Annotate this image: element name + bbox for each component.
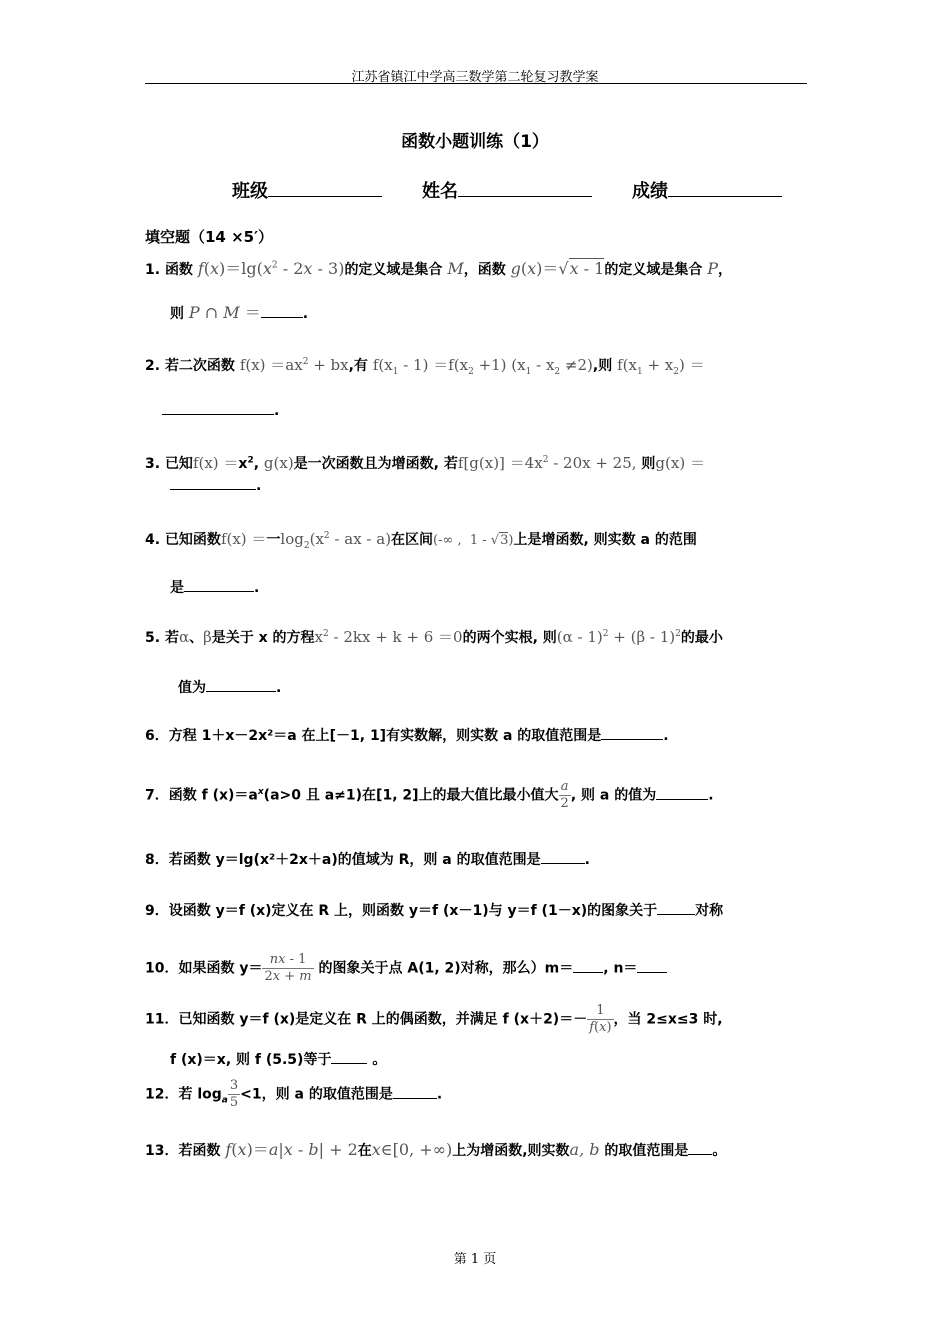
q13-answer-blank[interactable] [688, 1142, 712, 1155]
section-heading: 填空题（14 ×5′） [145, 228, 274, 246]
page-title: 函数小题训练（1） [401, 132, 549, 152]
question-3-line-1: 3. 已知$f(x) =x^2$, g(x)是一次函数且为增函数, 若$f[g(x)] =4x^2 - 20x + 25$, 则g(x) ＝ [145, 454, 705, 472]
q7-fraction: $\frac{a}{2}$ [560, 779, 569, 811]
q2-formula-1: $f(x) =ax^2$ + bx [239, 356, 349, 374]
question-7: 7．函数 f $(x)=a^x(a>0$ 且 a≠1)在[1, 2]上的最大值比最小值大 $\frac{a}{2}$ , 则 a 的值为 . [145, 779, 714, 811]
q1-set-m: M [447, 259, 464, 278]
question-13: 13．若函数 f(x)＝a|x - b| + 2在x∈[0, +∞)上为增函数,则实数a, b 的取值范围是 。 [145, 1140, 727, 1159]
question-6: 6．方程 1＋x－2x²＝a 在上[－1, 1]有实数解，则实数 a 的取值范围是 . [145, 728, 669, 744]
q12-fraction: $\frac{3}{5}$ [229, 1078, 239, 1110]
class-field [232, 177, 382, 203]
question-11-line-1: 11．已知函数 y＝f (x)是定义在 R 上的偶函数，并满足 f (x＋2)＝－ $\frac{1}{f(x)}$ ，当 2≤x≤3 时, [145, 1003, 723, 1035]
question-2-line-2: . [162, 402, 279, 419]
q7-answer-blank[interactable] [656, 787, 708, 800]
page-header: 江苏省镇江中学高三数学第二轮复习教学案 [351, 70, 599, 85]
q10-m-blank[interactable] [573, 960, 603, 973]
q12-answer-blank[interactable] [393, 1086, 437, 1099]
header-rule [145, 83, 807, 84]
q1-formula-g: g(x)＝√x - 1 [510, 259, 605, 278]
q3-formula-f: f(x) ＝ [192, 454, 239, 472]
q1-formula-f: $f(x)=\lg(x^2 - 2x - 3)$ [197, 259, 345, 278]
class-blank[interactable] [268, 178, 382, 197]
q11-answer-blank[interactable] [331, 1051, 367, 1064]
question-5-line-1: 5. 若α、β是关于 x 的方程$x^2 - 2kx + k + 6 =0$的两个实根, 则(α - 1)$^2$ + (β - 1)$^2$的最小 [145, 628, 723, 646]
q2-formula-3: $f(x_1 + x_2)$ ＝ [617, 356, 705, 377]
q13-vars: a, b [569, 1140, 600, 1159]
q1-intersection: P ∩ M ＝ [188, 303, 261, 322]
q4-formula-log: $\log_2(x^2$ - ax - a) [280, 530, 392, 551]
score-label: 成绩 [632, 181, 668, 202]
q4-answer-blank[interactable] [184, 579, 254, 592]
name-blank[interactable] [458, 178, 592, 197]
question-4-line-2: 是 . [170, 580, 260, 596]
q2-formula-2: $f(x_1 - 1) =f(x_2 +1)$ $(x_1 - x_2 \ne 2)$ [372, 356, 593, 377]
question-1-line-1: 1. 函数 $f(x)=\lg(x^2 - 2x - 3)$的定义域是集合 M，函数 g(x)＝√x - 1的定义域是集合 P， [145, 259, 732, 278]
question-10: 10．如果函数 y＝ $\frac{nx - 1}{2x + m}$ 的图象关于点 A(1, 2)对称，那么）m＝ , n＝ [145, 952, 667, 985]
score-blank[interactable] [668, 178, 782, 197]
q9-answer-blank[interactable] [657, 902, 695, 915]
q5-equation: $x^2 - 2kx + k + 6 =0$ [314, 628, 463, 646]
q13-formula-f: f(x)＝a|x - b| + 2 [225, 1140, 358, 1159]
q8-answer-blank[interactable] [541, 851, 585, 864]
question-5-line-2: 值为 . [178, 680, 282, 696]
q3-formula-answer: g(x) ＝ [655, 454, 705, 472]
q1-set-p: P [707, 259, 718, 278]
question-4-line-1: 4. 已知函数f(x) ＝一$\log_2(x^2$ - ax - a)在区间(-∞ , 1 - √3)上是增函数, 则实数 a 的范围 [145, 530, 697, 551]
q3-answer-blank[interactable] [170, 477, 256, 490]
question-9: 9．设函数 y＝f (x)定义在 R 上，则函数 y＝f (x－1)与 y＝f (1－x)的图象关于 对称 [145, 903, 724, 919]
q4-interval: (-∞ , 1 - √3) [433, 533, 514, 548]
question-1-line-2: 则 P ∩ M ＝ . [170, 303, 309, 322]
q6-answer-blank[interactable] [601, 727, 663, 740]
q10-n-blank[interactable] [637, 960, 667, 973]
q3-formula-fg: $f[g(x)] =4x^2 - 20x + 25$, [457, 454, 637, 472]
score-field [632, 177, 782, 203]
q5-alpha: α [178, 628, 190, 646]
class-label: 班级 [232, 181, 268, 202]
q2-answer-blank[interactable] [162, 402, 274, 415]
q10-fraction: $\frac{nx - 1}{2x + m}$ [264, 952, 312, 984]
q5-expression: (α - 1)$^2$ + (β - 1)$^2$ [556, 628, 681, 646]
q13-interval: x∈[0, +∞) [371, 1140, 453, 1159]
q1-answer-blank[interactable] [261, 305, 303, 318]
question-11-line-2: f (x)＝x, 则 f (5.5)等于 。 [170, 1052, 387, 1068]
q5-beta: β [203, 628, 212, 646]
name-field [422, 177, 592, 203]
q3-formula-g: g(x) [263, 454, 294, 472]
q11-fraction: $\frac{1}{f(x)}$ [589, 1003, 612, 1035]
question-12: 12．若 $\log_a$ $\frac{3}{5}$ <1，则 a 的取值范围是 . [145, 1078, 443, 1110]
question-8: 8．若函数 y＝lg(x²＋2x＋a)的值域为 R，则 a 的取值范围是 . [145, 852, 590, 868]
q5-answer-blank[interactable] [206, 679, 276, 692]
question-3-line-2: . [170, 477, 261, 494]
q4-formula-f: f(x) ＝ [220, 530, 267, 548]
name-label: 姓名 [422, 181, 458, 202]
page-footer: 第 1 页 [453, 1252, 497, 1267]
question-2-line-1: 2. 若二次函数 $f(x) =ax^2$ + bx,有 $f(x_1 - 1) =f(x_2 +1)$ $(x_1 - x_2 \ne 2)$,则 $f(x_1 + x_2)$ ＝ [145, 356, 705, 377]
